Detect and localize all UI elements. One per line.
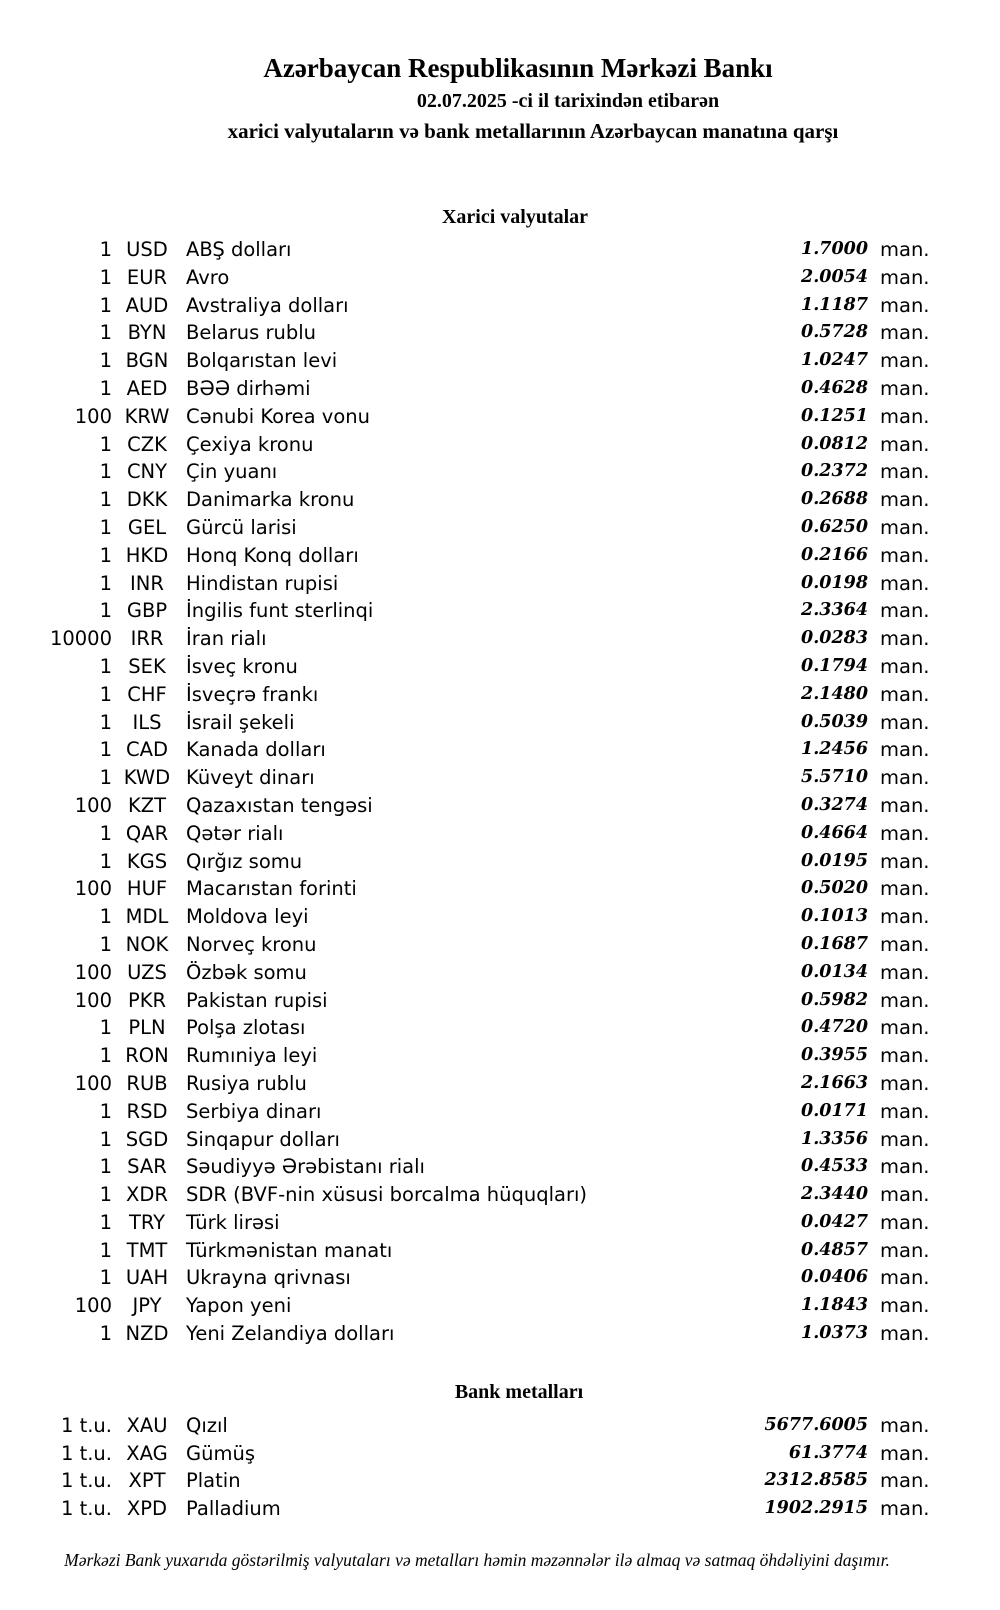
row-unit-label: man. bbox=[880, 404, 930, 428]
row-quantity: 1 bbox=[99, 293, 112, 317]
row-unit-label: man. bbox=[880, 515, 930, 539]
table-row bbox=[0, 931, 932, 959]
table-row bbox=[0, 903, 932, 931]
table-row bbox=[0, 1014, 932, 1042]
row-currency-name: Qızıl bbox=[186, 1413, 228, 1437]
table-row bbox=[0, 1495, 932, 1523]
row-unit-label: man. bbox=[880, 349, 930, 373]
effective-date-line: 02.07.2025 -ci il tarixindən etibarən bbox=[416, 90, 720, 112]
row-unit-label: man. bbox=[880, 654, 930, 678]
row-quantity: 1 t.u. bbox=[60, 1469, 112, 1493]
row-quantity: 100 bbox=[74, 1071, 112, 1095]
row-unit-label: man. bbox=[880, 1016, 930, 1040]
table-row bbox=[0, 792, 932, 820]
table-row bbox=[0, 625, 932, 653]
table-row bbox=[0, 1292, 932, 1320]
row-unit-label: man. bbox=[880, 265, 930, 289]
row-currency-code: PKR bbox=[127, 988, 167, 1012]
row-currency-code: INR bbox=[130, 571, 164, 595]
table-row bbox=[0, 959, 932, 987]
row-currency-code: BYN bbox=[127, 321, 167, 345]
table-row bbox=[0, 709, 932, 737]
row-unit-label: man. bbox=[880, 988, 930, 1012]
row-currency-name: Ukrayna qrivnası bbox=[186, 1266, 351, 1290]
row-unit-label: man. bbox=[880, 1322, 930, 1346]
row-unit-label: man. bbox=[880, 738, 930, 762]
row-quantity: 1 bbox=[99, 349, 112, 373]
row-quantity: 1 bbox=[99, 1238, 112, 1262]
row-quantity: 1 bbox=[99, 738, 112, 762]
table-row bbox=[0, 319, 932, 347]
table-row bbox=[0, 542, 932, 570]
row-currency-name: Hindistan rupisi bbox=[186, 571, 339, 595]
table-row bbox=[0, 292, 932, 320]
row-currency-code: RUB bbox=[126, 1071, 168, 1095]
row-rate-value: 0.5039 bbox=[801, 711, 868, 732]
row-unit-label: man. bbox=[880, 766, 930, 790]
row-currency-code: ILS bbox=[132, 710, 162, 734]
row-unit-label: man. bbox=[880, 1413, 930, 1437]
row-currency-name: Çin yuanı bbox=[186, 460, 278, 484]
row-quantity: 1 bbox=[99, 543, 112, 567]
row-rate-value: 1.1843 bbox=[801, 1295, 868, 1316]
row-rate-value: 1.0247 bbox=[801, 350, 868, 371]
bulletin-header bbox=[0, 0, 1000, 147]
row-currency-name: Özbək somu bbox=[186, 960, 307, 984]
row-currency-code: QAR bbox=[125, 821, 169, 845]
row-quantity: 1 bbox=[99, 821, 112, 845]
row-unit-label: man. bbox=[880, 710, 930, 734]
row-unit-label: man. bbox=[880, 571, 930, 595]
row-currency-name: Gümüş bbox=[186, 1441, 255, 1465]
row-rate-value: 0.1013 bbox=[801, 906, 868, 927]
row-quantity: 1 bbox=[99, 849, 112, 873]
row-rate-value: 0.0283 bbox=[801, 628, 868, 649]
row-unit-label: man. bbox=[880, 1497, 930, 1521]
row-unit-label: man. bbox=[880, 376, 930, 400]
row-quantity: 1 bbox=[99, 488, 112, 512]
row-quantity: 1 bbox=[99, 1155, 112, 1179]
table-row bbox=[0, 653, 932, 681]
row-currency-code: NZD bbox=[125, 1322, 169, 1346]
table-row bbox=[0, 1264, 932, 1292]
row-unit-label: man. bbox=[880, 849, 930, 873]
row-quantity: 1 bbox=[99, 432, 112, 456]
row-quantity: 100 bbox=[74, 404, 112, 428]
disclaimer-note: Mərkəzi Bank yuxarıda göstərilmiş valyutaları və metalları həmin məzənnələr ilə almaq və satmaq öhdəliyini daşımır. bbox=[64, 1550, 890, 1571]
row-quantity: 1 bbox=[99, 710, 112, 734]
table-row bbox=[0, 403, 932, 431]
row-currency-code: AUD bbox=[125, 293, 169, 317]
row-quantity: 100 bbox=[74, 960, 112, 984]
row-rate-value: 0.2166 bbox=[801, 544, 868, 565]
row-currency-code: UAH bbox=[125, 1266, 169, 1290]
row-currency-name: Qətər rialı bbox=[186, 821, 284, 845]
row-quantity: 1 bbox=[99, 682, 112, 706]
row-currency-name: Yapon yeni bbox=[186, 1294, 292, 1318]
row-currency-code: XPD bbox=[126, 1497, 168, 1521]
row-currency-code: GEL bbox=[127, 515, 167, 539]
row-currency-code: IRR bbox=[130, 627, 164, 651]
row-currency-code: JPY bbox=[132, 1294, 162, 1318]
table-row bbox=[0, 458, 932, 486]
table-row bbox=[0, 1098, 932, 1126]
table-row bbox=[0, 764, 932, 792]
table-row bbox=[0, 1467, 932, 1495]
row-currency-name: İngilis funt sterlinqi bbox=[186, 599, 374, 623]
row-rate-value: 1.1187 bbox=[801, 294, 868, 315]
row-quantity: 100 bbox=[74, 793, 112, 817]
table-row bbox=[0, 1070, 932, 1098]
table-row bbox=[0, 1181, 932, 1209]
table-row bbox=[0, 347, 932, 375]
row-quantity: 1 bbox=[99, 460, 112, 484]
row-rate-value: 1.2456 bbox=[801, 739, 868, 760]
row-currency-code: XDR bbox=[126, 1183, 168, 1207]
row-currency-name: İran rialı bbox=[186, 627, 267, 651]
row-currency-name: Danimarka kronu bbox=[186, 488, 355, 512]
row-quantity: 100 bbox=[74, 988, 112, 1012]
row-unit-label: man. bbox=[880, 960, 930, 984]
table-row bbox=[0, 236, 932, 264]
row-quantity: 1 bbox=[99, 265, 112, 289]
table-row bbox=[0, 375, 932, 403]
row-currency-name: Yeni Zelandiya dolları bbox=[186, 1322, 395, 1346]
row-unit-label: man. bbox=[880, 1099, 930, 1123]
row-rate-value: 0.0171 bbox=[801, 1100, 868, 1121]
row-quantity: 1 bbox=[99, 238, 112, 261]
table-row bbox=[0, 1440, 932, 1468]
row-currency-name: Sinqapur dolları bbox=[186, 1127, 340, 1151]
row-quantity: 1 bbox=[99, 599, 112, 623]
table-row bbox=[0, 514, 932, 542]
row-unit-label: man. bbox=[880, 905, 930, 929]
row-currency-name: Türkmənistan manatı bbox=[186, 1238, 393, 1262]
row-currency-code: MDL bbox=[125, 905, 169, 929]
table-row bbox=[0, 1042, 932, 1070]
row-currency-code: EUR bbox=[126, 265, 168, 289]
row-quantity: 100 bbox=[74, 1294, 112, 1318]
row-currency-name: İsveç kronu bbox=[186, 654, 298, 678]
row-unit-label: man. bbox=[880, 627, 930, 651]
row-rate-value: 0.4664 bbox=[801, 822, 868, 843]
table-row bbox=[0, 1126, 932, 1154]
currency-table bbox=[0, 236, 932, 1348]
row-rate-value: 0.4628 bbox=[801, 377, 868, 398]
row-unit-label: man. bbox=[880, 1294, 930, 1318]
row-currency-code: RSD bbox=[126, 1099, 168, 1123]
row-currency-name: Honq Konq dolları bbox=[186, 543, 359, 567]
row-currency-code: KGS bbox=[126, 849, 168, 873]
row-quantity: 1 t.u. bbox=[60, 1441, 112, 1465]
row-quantity: 1 bbox=[99, 1183, 112, 1207]
row-currency-name: ABŞ dolları bbox=[186, 238, 292, 261]
row-quantity: 100 bbox=[74, 877, 112, 901]
row-currency-name: Qırğız somu bbox=[186, 849, 303, 873]
row-rate-value: 0.0812 bbox=[801, 433, 868, 454]
row-unit-label: man. bbox=[880, 1441, 930, 1465]
section-title-currencies: Xarici valyutalar bbox=[441, 206, 589, 228]
row-quantity: 1 bbox=[99, 321, 112, 345]
row-currency-name: Polşa zlotası bbox=[186, 1016, 306, 1040]
table-row bbox=[0, 1237, 932, 1265]
row-currency-name: Kanada dolları bbox=[186, 738, 326, 762]
row-unit-label: man. bbox=[880, 321, 930, 345]
row-rate-value: 0.4857 bbox=[801, 1239, 868, 1260]
row-rate-value: 0.2372 bbox=[801, 461, 868, 482]
row-rate-value: 0.5728 bbox=[801, 322, 868, 343]
row-currency-name: Gürcü larisi bbox=[186, 515, 297, 539]
row-rate-value: 0.2688 bbox=[801, 489, 868, 510]
row-unit-label: man. bbox=[880, 1127, 930, 1151]
row-rate-value: 0.3955 bbox=[801, 1045, 868, 1066]
row-currency-name: Rumıniya leyi bbox=[186, 1044, 318, 1068]
row-currency-code: KRW bbox=[124, 404, 170, 428]
row-rate-value: 0.1687 bbox=[801, 933, 868, 954]
row-currency-code: CZK bbox=[127, 432, 167, 456]
row-rate-value: 0.4533 bbox=[801, 1156, 868, 1177]
row-rate-value: 2.1480 bbox=[801, 683, 868, 704]
row-unit-label: man. bbox=[880, 1071, 930, 1095]
row-unit-label: man. bbox=[880, 543, 930, 567]
row-currency-code: TRY bbox=[128, 1210, 166, 1234]
row-currency-code: RON bbox=[125, 1044, 169, 1068]
table-row bbox=[0, 987, 932, 1015]
row-currency-name: Moldova leyi bbox=[186, 905, 309, 929]
row-unit-label: man. bbox=[880, 1469, 930, 1493]
row-currency-name: Rusiya rublu bbox=[186, 1071, 307, 1095]
row-currency-code: KZT bbox=[127, 793, 167, 817]
row-currency-code: SEK bbox=[128, 654, 166, 678]
row-rate-value: 0.0406 bbox=[801, 1267, 868, 1288]
row-currency-code: XPT bbox=[128, 1469, 166, 1493]
row-currency-code: CNY bbox=[126, 460, 168, 484]
row-rate-value: 2.1663 bbox=[801, 1072, 868, 1093]
row-currency-code: AED bbox=[126, 376, 168, 400]
row-currency-code: USD bbox=[126, 238, 168, 261]
row-unit-label: man. bbox=[880, 432, 930, 456]
row-currency-name: Pakistan rupisi bbox=[186, 988, 328, 1012]
row-currency-code: CHF bbox=[127, 682, 167, 706]
row-rate-value: 0.5020 bbox=[801, 878, 868, 899]
row-quantity: 1 bbox=[99, 1099, 112, 1123]
row-unit-label: man. bbox=[880, 488, 930, 512]
row-currency-code: PLN bbox=[128, 1016, 166, 1040]
row-currency-code: CAD bbox=[126, 738, 168, 762]
row-rate-value: 0.1794 bbox=[801, 655, 868, 676]
row-currency-name: İsveçrə frankı bbox=[186, 682, 319, 706]
table-row bbox=[0, 486, 932, 514]
row-quantity: 1 bbox=[99, 905, 112, 929]
row-currency-name: Avro bbox=[186, 265, 230, 289]
row-currency-name: Palladium bbox=[186, 1497, 281, 1521]
row-rate-value: 2.0054 bbox=[801, 266, 868, 287]
row-quantity: 1 bbox=[99, 1016, 112, 1040]
row-unit-label: man. bbox=[880, 1210, 930, 1234]
section-title-metals: Bank metalları bbox=[454, 1380, 584, 1403]
row-unit-label: man. bbox=[880, 599, 930, 623]
row-rate-value: 0.1251 bbox=[801, 405, 868, 426]
row-rate-value: 0.6250 bbox=[801, 516, 868, 537]
row-unit-label: man. bbox=[880, 1266, 930, 1290]
row-currency-name: Qazaxıstan tengəsi bbox=[186, 793, 373, 817]
row-currency-name: BƏƏ dirhəmi bbox=[186, 376, 311, 400]
row-quantity: 1 t.u. bbox=[60, 1497, 112, 1521]
row-currency-code: XAU bbox=[126, 1413, 168, 1437]
row-rate-value: 0.0134 bbox=[801, 961, 868, 982]
row-rate-value: 5677.6005 bbox=[764, 1414, 868, 1435]
row-rate-value: 1.3356 bbox=[801, 1128, 868, 1149]
row-currency-code: DKK bbox=[126, 488, 168, 512]
row-rate-value: 0.4720 bbox=[801, 1017, 868, 1038]
row-quantity: 1 bbox=[99, 1266, 112, 1290]
table-row bbox=[0, 264, 932, 292]
table-row bbox=[0, 1153, 932, 1181]
row-unit-label: man. bbox=[880, 793, 930, 817]
row-rate-value: 0.0195 bbox=[801, 850, 868, 871]
row-currency-name: Avstraliya dolları bbox=[186, 293, 349, 317]
table-row bbox=[0, 1320, 932, 1348]
row-currency-name: Türk lirəsi bbox=[186, 1210, 280, 1234]
row-currency-code: XAG bbox=[126, 1441, 168, 1465]
row-unit-label: man. bbox=[880, 682, 930, 706]
row-currency-name: SDR (BVF-nin xüsusi borcalma hüquqları) bbox=[186, 1183, 588, 1207]
row-quantity: 1 bbox=[99, 1210, 112, 1234]
row-currency-name: Belarus rublu bbox=[186, 321, 317, 345]
row-unit-label: man. bbox=[880, 877, 930, 901]
row-rate-value: 0.3274 bbox=[801, 794, 868, 815]
row-currency-code: KWD bbox=[123, 766, 171, 790]
row-unit-label: man. bbox=[880, 932, 930, 956]
table-row bbox=[0, 820, 932, 848]
row-currency-name: Norveç kronu bbox=[186, 932, 317, 956]
row-currency-name: Səudiyyə Ərəbistanı rialı bbox=[186, 1155, 425, 1179]
row-quantity: 1 bbox=[99, 932, 112, 956]
row-quantity: 1 bbox=[99, 654, 112, 678]
row-rate-value: 61.3774 bbox=[788, 1442, 868, 1463]
table-row bbox=[0, 1412, 932, 1440]
page-title: Azərbaycan Respublikasının Mərkəzi Bankı bbox=[263, 53, 773, 83]
row-currency-name: Platin bbox=[186, 1469, 241, 1493]
row-quantity: 1 t.u. bbox=[60, 1413, 112, 1437]
row-currency-code: NOK bbox=[125, 932, 169, 956]
row-currency-code: GBP bbox=[126, 599, 168, 623]
row-quantity: 1 bbox=[99, 1127, 112, 1151]
row-quantity: 1 bbox=[99, 571, 112, 595]
table-row bbox=[0, 1209, 932, 1237]
row-quantity: 1 bbox=[99, 1044, 112, 1068]
row-rate-value: 2312.8585 bbox=[764, 1470, 868, 1491]
row-currency-name: Cənubi Korea vonu bbox=[186, 404, 370, 428]
row-currency-code: UZS bbox=[127, 960, 167, 984]
table-row bbox=[0, 570, 932, 598]
row-rate-value: 2.3364 bbox=[801, 600, 868, 621]
subtitle: xarici valyutaların və bank metallarının Azərbaycan manatına qarşı bbox=[227, 119, 839, 143]
row-quantity: 1 bbox=[99, 376, 112, 400]
row-rate-value: 2.3440 bbox=[801, 1184, 868, 1205]
table-row bbox=[0, 681, 932, 709]
row-quantity: 1 bbox=[99, 766, 112, 790]
row-currency-name: Küveyt dinarı bbox=[186, 766, 315, 790]
row-rate-value: 0.0427 bbox=[801, 1211, 868, 1232]
table-row bbox=[0, 597, 932, 625]
row-currency-name: İsrail şekeli bbox=[186, 710, 295, 734]
row-quantity: 10000 bbox=[49, 627, 112, 651]
row-rate-value: 1902.2915 bbox=[764, 1498, 868, 1519]
row-quantity: 1 bbox=[99, 1322, 112, 1346]
row-currency-name: Bolqarıstan levi bbox=[186, 349, 338, 373]
row-currency-code: SAR bbox=[127, 1155, 167, 1179]
row-unit-label: man. bbox=[880, 293, 930, 317]
row-unit-label: man. bbox=[880, 460, 930, 484]
row-rate-value: 1.7000 bbox=[801, 239, 868, 259]
row-currency-name: Macarıstan forinti bbox=[186, 877, 357, 901]
row-unit-label: man. bbox=[880, 821, 930, 845]
row-currency-code: HUF bbox=[126, 877, 168, 901]
row-rate-value: 0.0198 bbox=[801, 572, 868, 593]
table-row bbox=[0, 875, 932, 903]
row-currency-name: Serbiya dinarı bbox=[186, 1099, 322, 1123]
row-rate-value: 1.0373 bbox=[801, 1323, 868, 1344]
metals-table bbox=[0, 1412, 932, 1523]
row-quantity: 1 bbox=[99, 515, 112, 539]
table-row bbox=[0, 431, 932, 459]
row-unit-label: man. bbox=[880, 238, 930, 261]
row-currency-code: HKD bbox=[125, 543, 169, 567]
table-row bbox=[0, 848, 932, 876]
row-unit-label: man. bbox=[880, 1044, 930, 1068]
row-rate-value: 5.5710 bbox=[801, 767, 868, 788]
table-row bbox=[0, 736, 932, 764]
row-unit-label: man. bbox=[880, 1238, 930, 1262]
row-unit-label: man. bbox=[880, 1155, 930, 1179]
row-unit-label: man. bbox=[880, 1183, 930, 1207]
row-currency-name: Çexiya kronu bbox=[186, 432, 314, 456]
row-rate-value: 0.5982 bbox=[801, 989, 868, 1010]
row-currency-code: TMT bbox=[126, 1238, 168, 1262]
row-currency-code: SGD bbox=[125, 1127, 169, 1151]
row-currency-code: BGN bbox=[125, 349, 169, 373]
